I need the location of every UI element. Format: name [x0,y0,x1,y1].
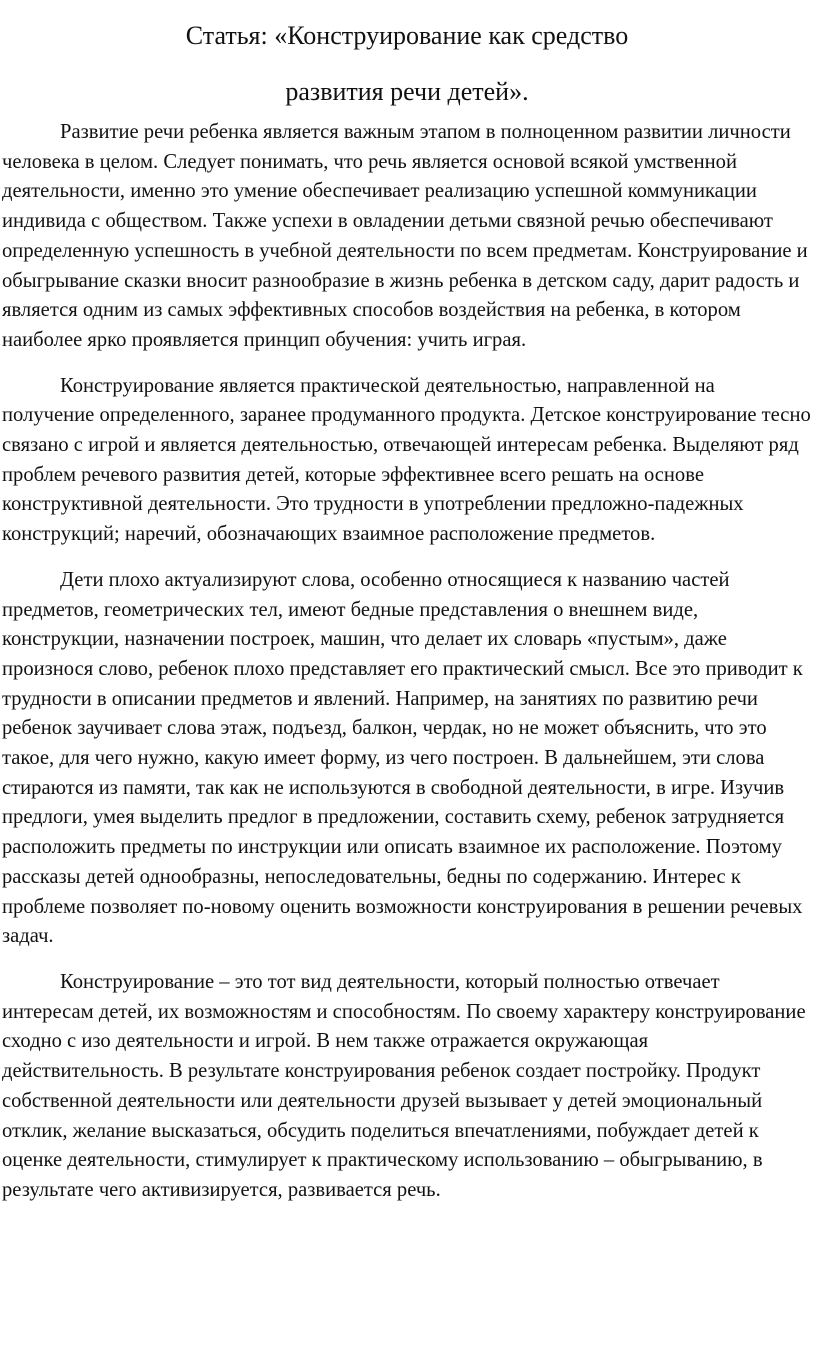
title-line-2: развития речи детей». [285,77,529,106]
paragraph-4: Конструирование – это тот вид деятельности, который полностью отвечает интересам детей, их возможностям и способностям. По своему характеру конструирование сходно с изо деятельности и игрой. В нем также отражается окружающая действительность. В результате конструирования ребенок создает постройку. Продукт собственной деятельности или деятельности друзей вызывает у детей эмоциональный отклик, желание высказаться, обсудить поделиться впечатлениями, побуждает детей к оценке деятельности, стимулирует к практическому использованию – обыгрыванию, в результате чего активизируется, развивается речь. [2,970,806,1201]
page-title [2,8,812,120]
article-body [2,118,812,1206]
paragraph-2: Конструирование является практической деятельностью, направленной на получение определенного, заранее продуманного продукта. Детское конструирование тесно связано с игрой и является деятельностью, отвечающей интересам ребенка. Выделяют ряд проблем речевого развития детей, которые эффективнее всего решать на основе конструктивной деятельности. Это трудности в употреблении предложно-падежных конструкций; наречий, обозначающих взаимное расположение предметов. [2,374,811,546]
paragraph-3: Дети плохо актуализируют слова, особенно относящиеся к названию частей предметов, геометрических тел, имеют бедные представления о внешнем виде, конструкции, назначении построек, машин, что делает их словарь «пустым», даже произнося слово, ребенок плохо представляет его практический смысл. Все это приводит к трудности в описании предметов и явлений. Например, на занятиях по развитию речи ребенок заучивает слова этаж, подъезд, балкон, чердак, но не может объяснить, что это такое, для чего нужно, какую имеет форму, из чего построен. В дальнейшем, эти слова стираются из памяти, так как не используются в свободной деятельности, в игре. Изучив предлоги, умея выделить предлог в предложении, составить схему, ребенок затрудняется расположить предметы по инструкции или описать взаимное их расположение. Поэтому рассказы детей однообразны, непоследовательны, бедны по содержанию. Интерес к проблеме позволяет по-новому оценить возможности конструирования в решении речевых задач. [2,568,803,948]
paragraph-1: Развитие речи ребенка является важным этапом в полноценном развитии личности человека в целом. Следует понимать, что речь является основой всякой умственной деятельности, именно это умение обеспечивает реализацию успешной коммуникации индивида с обществом. Также успехи в овладении детьми связной речью обеспечивают определенную успешность в учебной деятельности по всем предметам. Конструирование и обыгрывание сказки вносит разнообразие в жизнь ребенка в детском саду, дарит радость и является одним из самых эффективных способов воздействия на ребенка, в котором наиболее ярко проявляется принцип обучения: учить играя. [2,121,808,351]
title-line-1: Статья: «Конструирование как средство [185,21,629,50]
